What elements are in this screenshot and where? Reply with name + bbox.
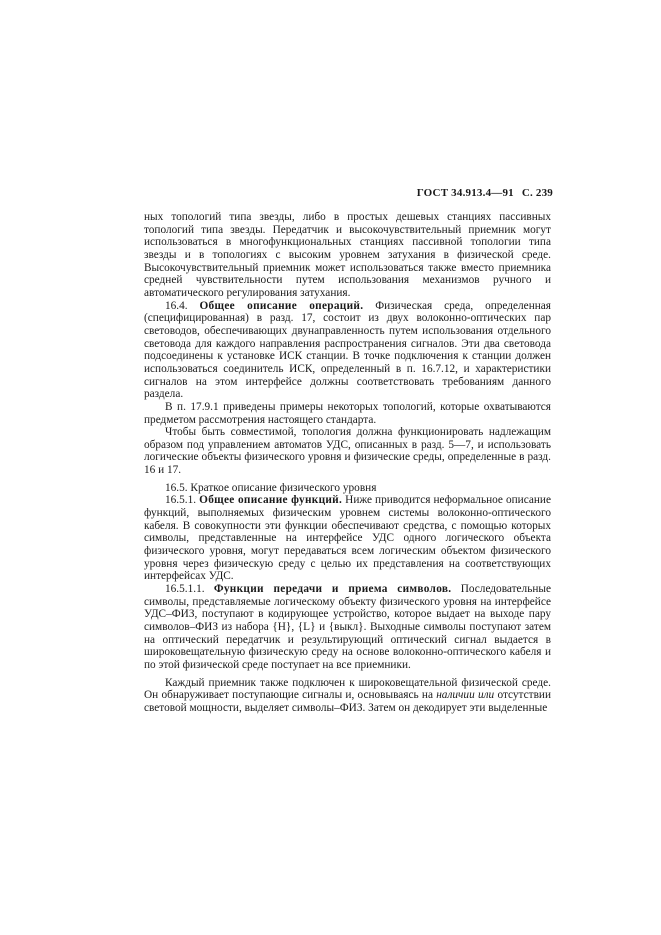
section-heading: Функции передачи и приема символов.	[213, 583, 452, 596]
emphasis-text: или	[477, 689, 495, 702]
emphasis-text: наличии	[436, 689, 475, 702]
standard-code: ГОСТ 34.913.4—91	[416, 187, 514, 199]
paragraph-continuation: ных топологий типа звезды, либо в простых дешевых станциях пассивных топологий типа звезды. Передатчик и высокочувствительный приемник могут использоваться в многофункциональных станциях пассивной топологии типа звезды и в топологиях с высоким уровнем затухания в физической среде. Высокочувствительный приемник может использоваться также вместо приемника средней чувствительности путем использования механизмов ручного и автоматического регулирования затухания.	[144, 211, 551, 299]
paragraph-text: отсутствии световой мощности, выделяет символы–ФИЗ. Затем он декодирует эти выделенные	[144, 689, 551, 714]
section-number: 16.5.1.1.	[165, 583, 205, 596]
document-body	[144, 211, 551, 715]
paragraph-topology-examples: В п. 17.9.1 приведены примеры некоторых топологий, которые охватываются предметом рассмотрения настоящего стандарта.	[144, 400, 551, 426]
section-heading: Общее описание операций.	[199, 299, 364, 312]
section-heading: Общее описание функций.	[199, 494, 343, 507]
paragraph-text: Ниже приводится неформальное описание функций, выполняемых физическим уровнем системы волоконно-оптического кабеля. В совокупности эти функции обеспечивают средства, с помощью которых символы, представленные на интерфейсе УДС одного логического объекта физического уровня, могут передаваться всем логическим объектом физического уровня через физическую среду с целью их представления на соответствующих интерфейсах УДС.	[144, 494, 551, 583]
paragraph-16-5-1	[144, 494, 551, 583]
section-number: 16.5.1.	[165, 494, 197, 507]
paragraph-text: Физическая среда, определенная (специфицированная) в разд. 17, состоит из двух волоконно-оптических пар световодов, обеспечивающих двунаправленность путем использования отдельного световода для каждого направления распространения сигналов. Эти два световода подсоединены к установке ИСК станции. В точке подключения к станции должен использоваться соединитель ИСК, определенный в п. 16.7.12, и характеристики сигналов на этом интерфейсе должны соответствовать требованиям данного раздела.	[144, 299, 551, 401]
section-heading-16-5: 16.5. Краткое описание физического уровня	[165, 481, 377, 494]
paragraph-16-4	[144, 300, 551, 401]
paragraph-text: Последовательные символы, представляемые логическому объекту физического уровня на интерфейсе УДС–ФИЗ, поступают в кодирующее устройство, которое выдает на выходе пару символов–ФИЗ из набора {Н}, {L} и {выкл}. Выходные символы поступают затем на оптический передатчик и результирующий оптический сигнал выдается в широковещательную физическую среду на основе волоконно-оптического кабеля и по этой физической среде поступает на все приемники.	[144, 583, 552, 671]
paragraph-receiver	[144, 677, 551, 715]
page-header	[383, 187, 553, 199]
paragraph-16-5-1-1	[144, 583, 551, 672]
section-number: 16.4.	[165, 299, 188, 312]
page-number: С. 239	[521, 187, 553, 199]
paragraph-text: Каждый приемник также подключен к широковещательной физической среде. Он обнаруживает поступающие сигналы и, основываясь на	[144, 676, 551, 702]
paragraph-compatibility: Чтобы быть совместимой, топология должна функционировать надлежащим образом под управлением автоматов УДС, описанных в разд. 5—7, и использовать логические объекты физического уровня и физические среды, определенные в разд. 16 и 17.	[144, 426, 551, 477]
